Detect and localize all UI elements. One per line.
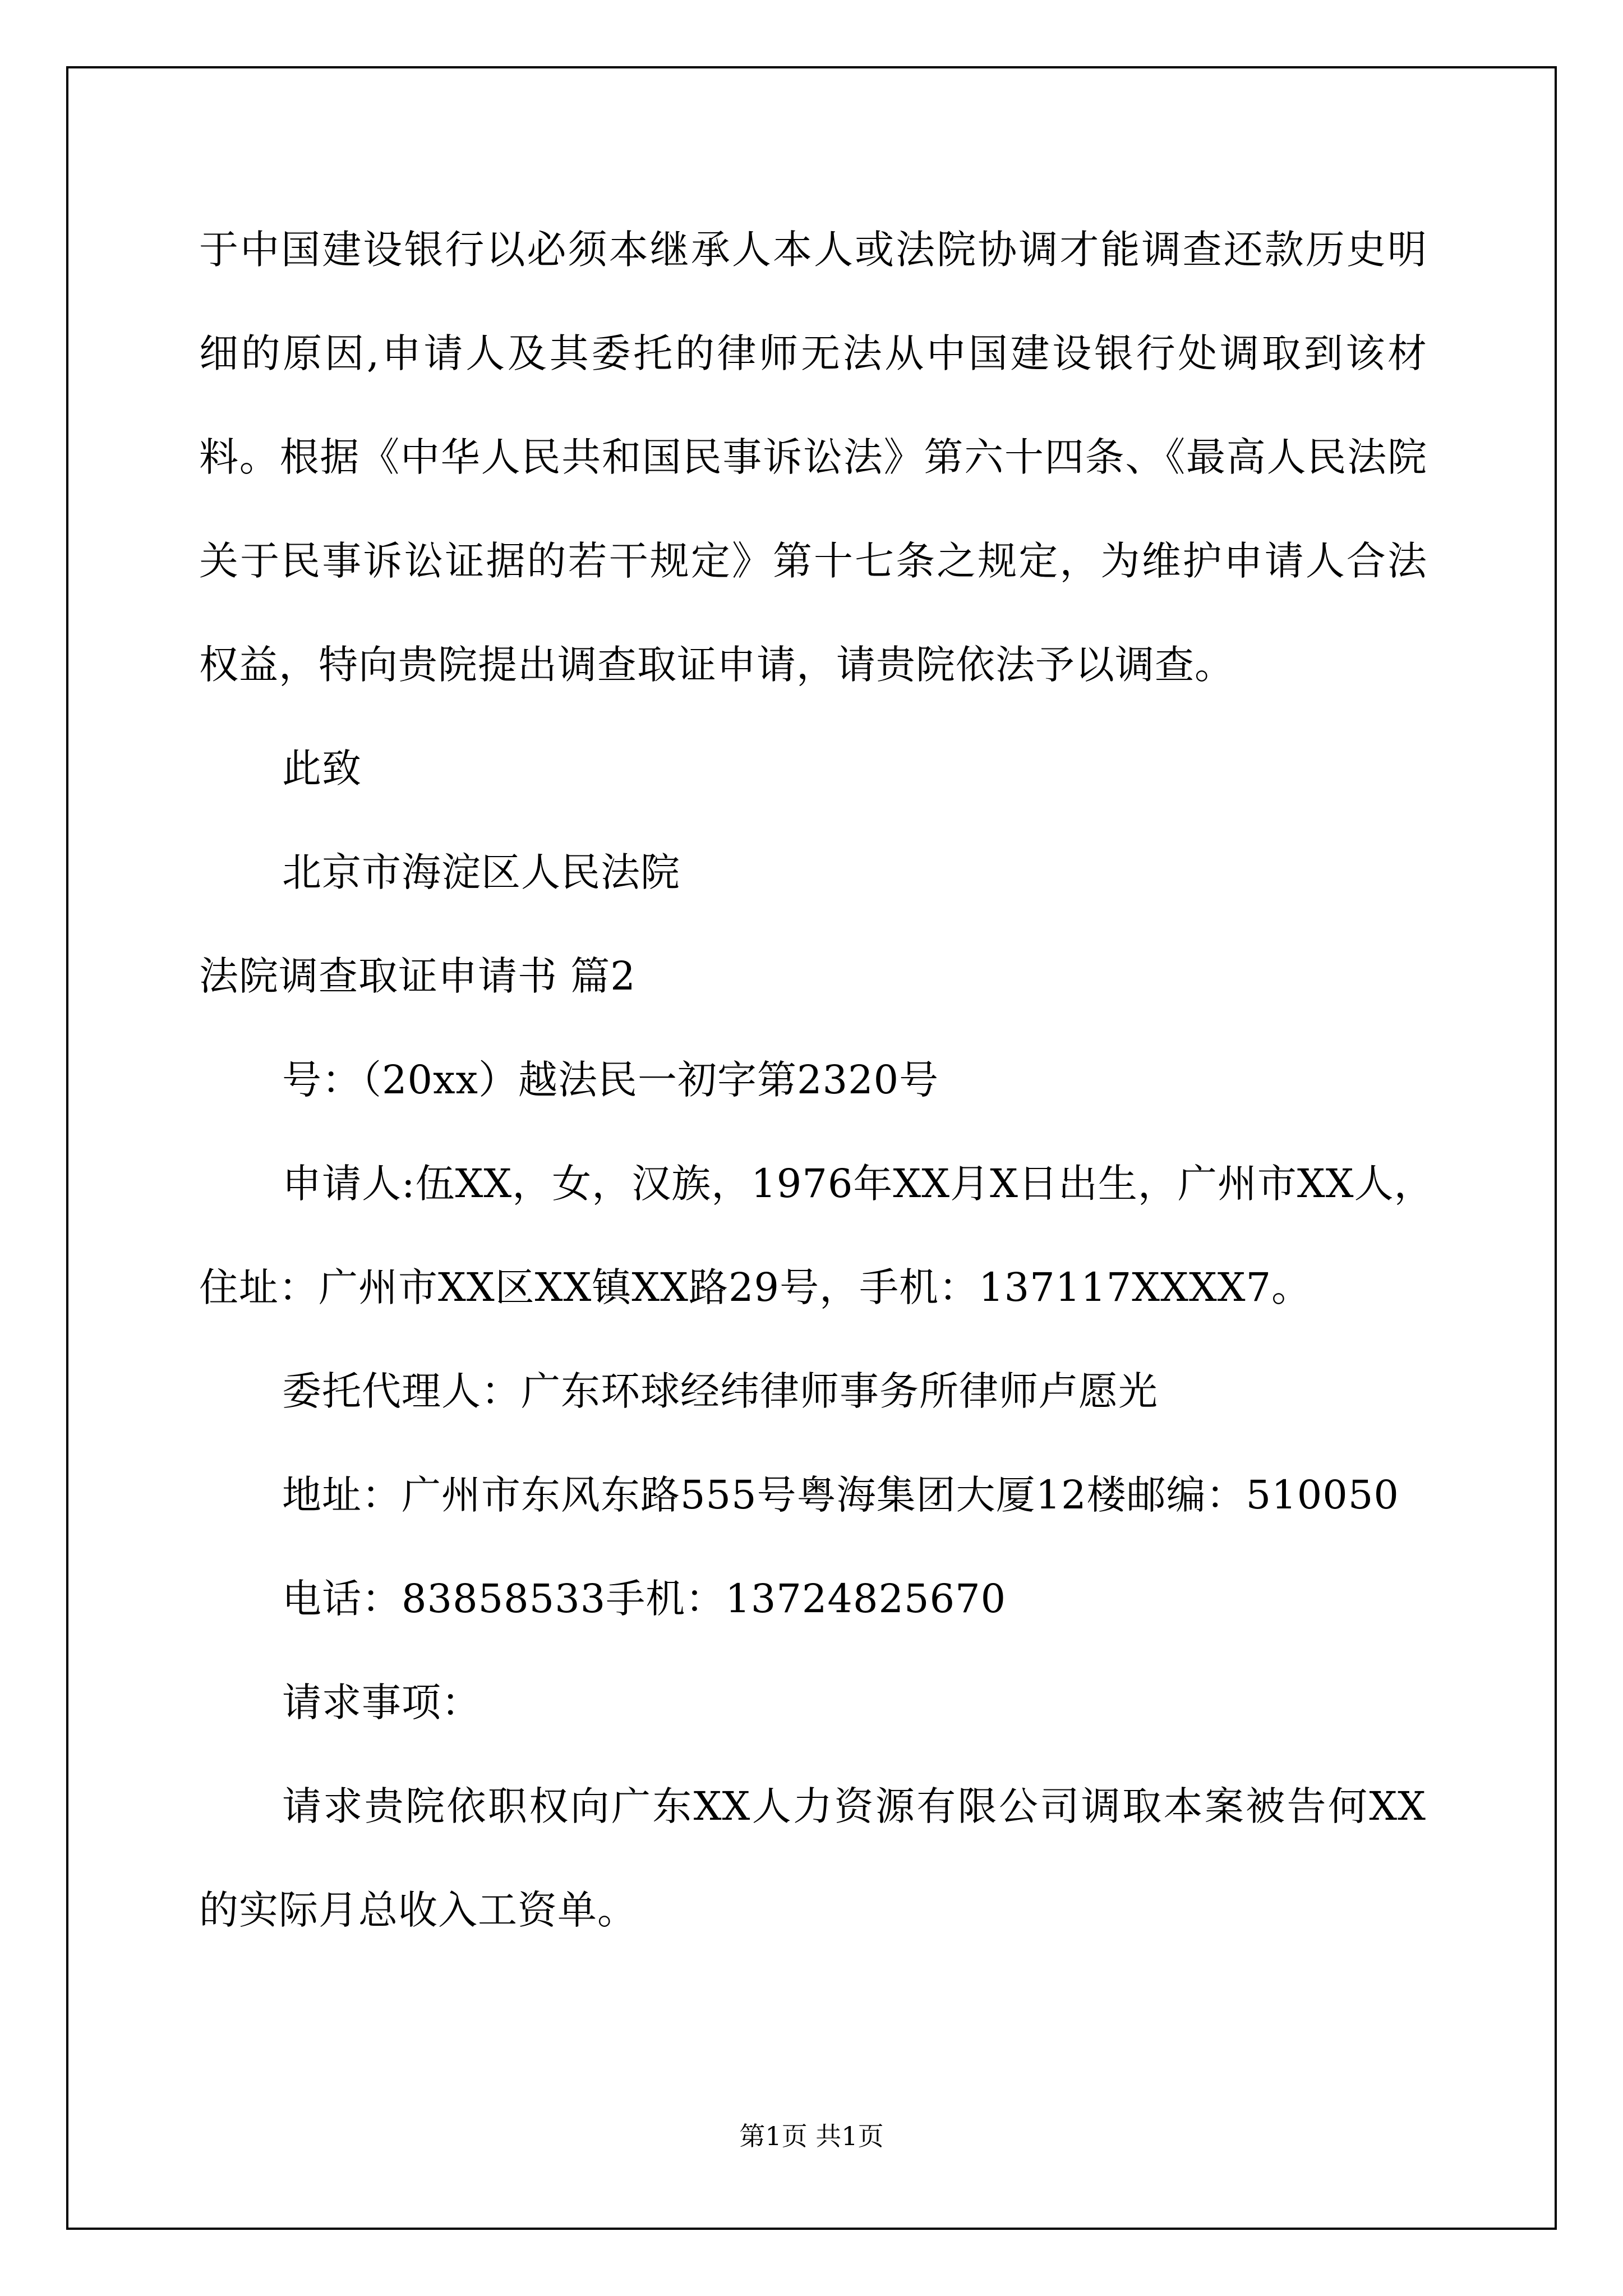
request-content: 请求贵院依职权向广东XX人力资源有限公司调取本案被告何XX	[282, 1783, 1426, 1829]
body-text-line: 细的原因,申请人及其委托的律师无法从中国建设银行处调取到该材	[199, 330, 1427, 376]
section-title: 法院调查取证申请书 篇2	[199, 953, 636, 999]
salutation: 此致	[282, 746, 362, 792]
applicant-address: 住址：广州市XX区XX镇XX路29号，手机：137117XXXX7。	[199, 1264, 1312, 1310]
body-text-line: 关于民事诉讼证据的若干规定》第十七条之规定，为维护申请人合法	[199, 538, 1427, 584]
body-text-line: 料。根据《中华人民共和国民事诉讼法》第六十四条、《最高人民法院	[199, 434, 1427, 480]
agent-info: 委托代理人：广东环球经纬律师事务所律师卢愿光	[282, 1368, 1158, 1414]
applicant-info: 申请人:伍XX，女，汉族，1976年XX月X日出生，广州市XX人，	[282, 1161, 1434, 1207]
page-footer: 第1页 共1页	[739, 2121, 884, 2151]
body-text-line: 于中国建设银行以必须本继承人本人或法院协调才能调查还款历史明	[199, 227, 1427, 273]
request-content-continued: 的实际月总收入工资单。	[199, 1887, 637, 1933]
request-heading: 请求事项：	[282, 1680, 481, 1726]
body-text-line: 权益，特向贵院提出调查取证申请，请贵院依法予以调查。	[199, 642, 1234, 688]
court-name: 北京市海淀区人民法院	[282, 849, 680, 895]
agent-address: 地址：广州市东风东路555号粤海集团大厦12楼邮编：510050	[282, 1472, 1399, 1518]
agent-phone: 电话：83858533手机：13724825670	[282, 1576, 1007, 1622]
case-number: 号：（20xx）越法民一初字第2320号	[282, 1057, 939, 1103]
